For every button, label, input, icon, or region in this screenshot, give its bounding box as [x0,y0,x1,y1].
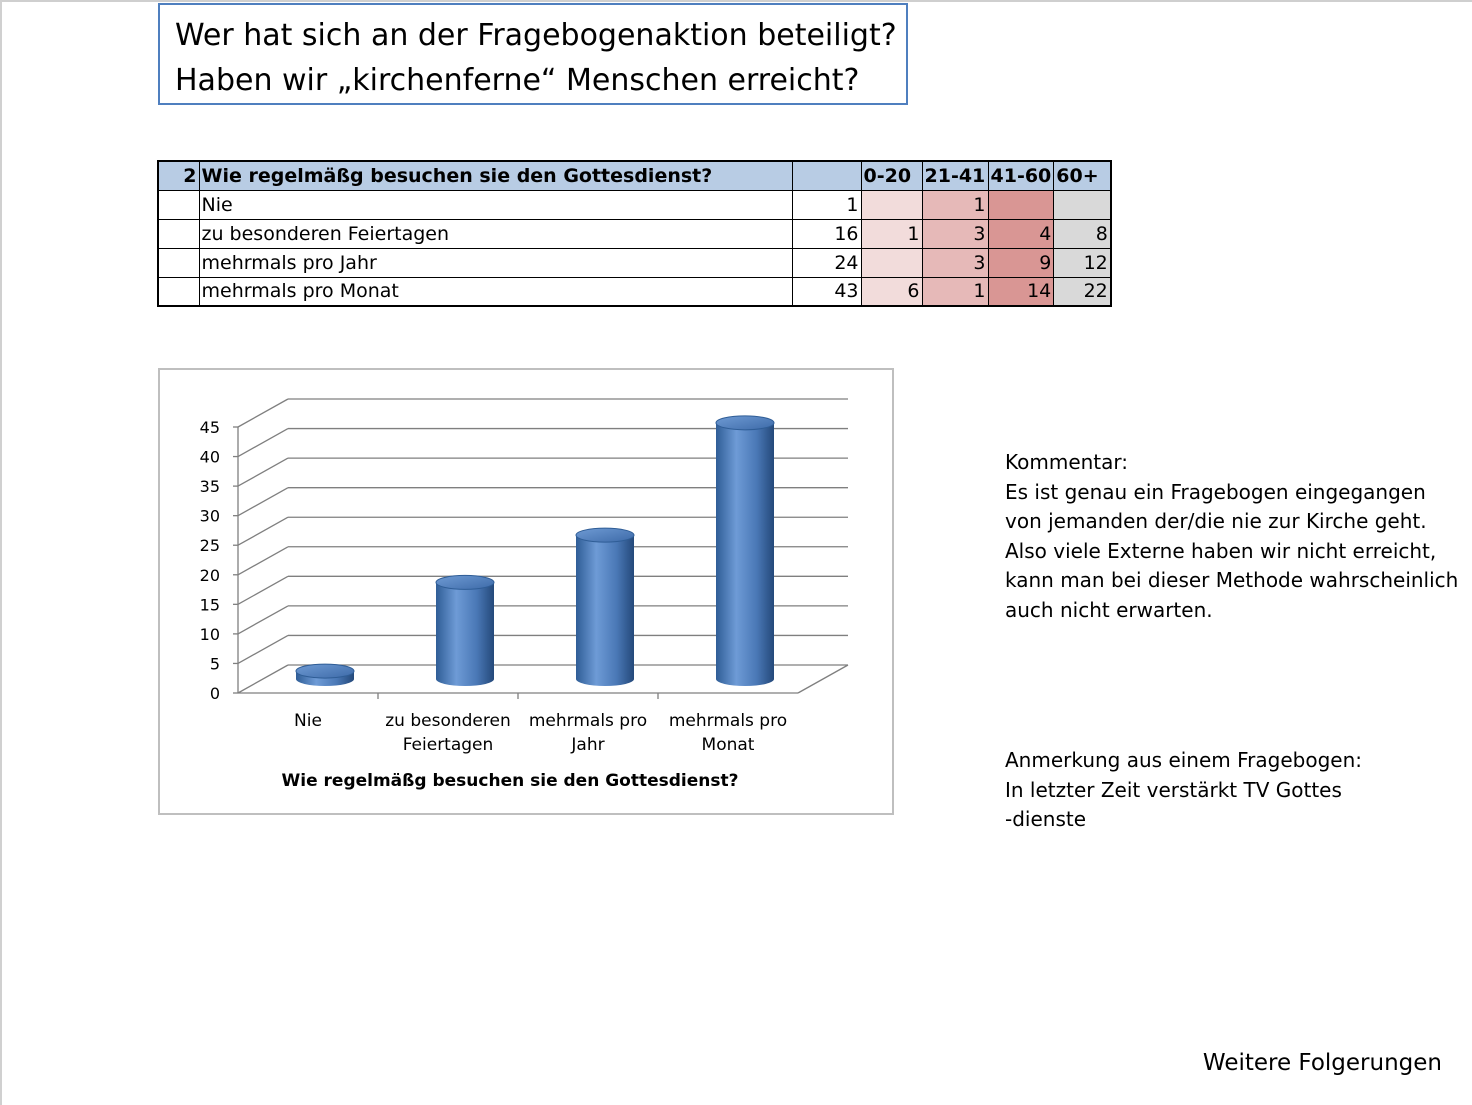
group-cell [988,190,1054,219]
group-cell: 4 [988,219,1054,248]
group-cell: 14 [988,277,1054,306]
row-label: Nie [199,190,792,219]
comment-line: von jemanden der/die nie zur Kirche geht. [1005,509,1427,533]
row-number-cell [158,248,199,277]
gridline-side [238,576,288,604]
bar-cap [576,528,634,542]
footer-link-text: Weitere Folgerungen [1202,1050,1442,1076]
y-tick-label: 35 [199,477,220,497]
x-tick-label: mehrmals pro [528,711,648,731]
group-cell: 12 [1054,248,1111,277]
x-axis-title: Wie regelmäßg besuchen sie den Gottesdienst? [281,771,739,791]
age-group-header: 21-41 [922,161,988,190]
comment-line: Also viele Externe haben wir nicht erreicht, [1005,538,1437,563]
y-tick-label: 20 [199,565,220,585]
group-cell: 6 [861,277,922,306]
title-line-2: Haben wir „kirchenferne“ Menschen erreicht? [175,63,860,98]
group-cell [861,248,922,277]
table-header-row [158,161,1111,190]
gridline-side [238,488,288,516]
bar-0 [296,664,354,686]
comment-line: Es ist genau ein Fragebogen eingegangen [1005,479,1426,504]
row-total: 24 [792,248,861,277]
bar-1 [436,575,494,686]
bar-chart [158,368,894,815]
gridline-side [238,458,288,486]
question-text: Wie regelmäßg besuchen sie den Gottesdienst? [199,161,792,190]
bar-body [716,423,774,686]
x-tick-label: mehrmals pro [668,711,788,731]
row-label: mehrmals pro Monat [199,277,792,306]
age-group-header: 60+ [1054,161,1111,190]
x-tick-label: Jahr [571,735,605,755]
gridline-side [238,547,288,575]
table-row [158,248,1111,277]
left-border [0,0,2,1105]
floor-edge [798,665,848,693]
table-row [158,219,1111,248]
y-tick-label: 45 [199,418,220,437]
bars [296,416,774,686]
gridline-side [238,606,288,634]
slide-title [158,3,908,105]
y-tick-label: 30 [199,506,220,526]
group-cell: 1 [861,219,922,248]
group-cell: 22 [1054,277,1111,306]
y-tick-label: 15 [199,595,220,615]
row-total: 1 [792,190,861,219]
group-cell: 1 [922,190,988,219]
comment-line: Kommentar: [1005,450,1129,474]
chart-canvas [160,370,896,817]
note-line: -dienste [1005,807,1087,831]
group-cell [1054,190,1111,219]
bar-cap [716,416,774,430]
comment-line: kann man bei dieser Methode wahrscheinlich [1005,568,1459,592]
comment-line: auch nicht erwarten. [1005,597,1213,622]
row-label: zu besonderen Feiertagen [199,219,792,248]
row-number-cell [158,219,199,248]
table-row [158,190,1111,219]
age-group-header: 41-60 [988,161,1054,190]
row-total: 16 [792,219,861,248]
survey-table [157,160,1112,307]
bar-cap [436,575,494,589]
y-tick-label: 5 [209,654,220,674]
total-header [792,161,861,190]
gridline-side [238,635,288,663]
group-cell: 8 [1054,219,1111,248]
row-label: mehrmals pro Jahr [199,248,792,277]
row-number-cell [158,190,199,219]
y-tick-label: 0 [209,684,220,703]
y-tick-label: 25 [199,536,220,556]
age-group-header: 0-20 [861,161,922,190]
comment-text [1005,448,1458,625]
group-cell: 1 [922,277,988,306]
title-line-1: Wer hat sich an der Fragebogenaktion beteiligt? [175,18,897,53]
gridline-side [238,517,288,545]
gridline-side [238,665,288,693]
group-cell: 9 [988,248,1054,277]
note-line: Anmerkung aus einem Fragebogen: [1005,748,1363,772]
table-row [158,277,1111,306]
gridline-side [238,429,288,457]
gridline-side [238,399,288,427]
bar-cap [296,664,354,678]
x-tick-label: Feiertagen [402,735,494,755]
top-border [0,0,1472,2]
question-number: 2 [158,161,199,190]
row-number-cell [158,277,199,306]
group-cell [861,190,922,219]
note-line: In letzter Zeit verstärkt TV Gottes [1005,777,1342,802]
bar-body [576,535,634,686]
bar-3 [716,416,774,686]
group-cell: 3 [922,248,988,277]
note-text [1005,746,1362,835]
y-tick-label: 40 [199,447,220,467]
bar-2 [576,528,634,686]
x-tick-label: Monat [701,735,755,755]
bar-body [436,582,494,686]
x-tick-label: zu besonderen [385,711,511,731]
y-tick-label: 10 [199,624,220,644]
row-total: 43 [792,277,861,306]
x-tick-label: Nie [294,711,322,731]
group-cell: 3 [922,219,988,248]
